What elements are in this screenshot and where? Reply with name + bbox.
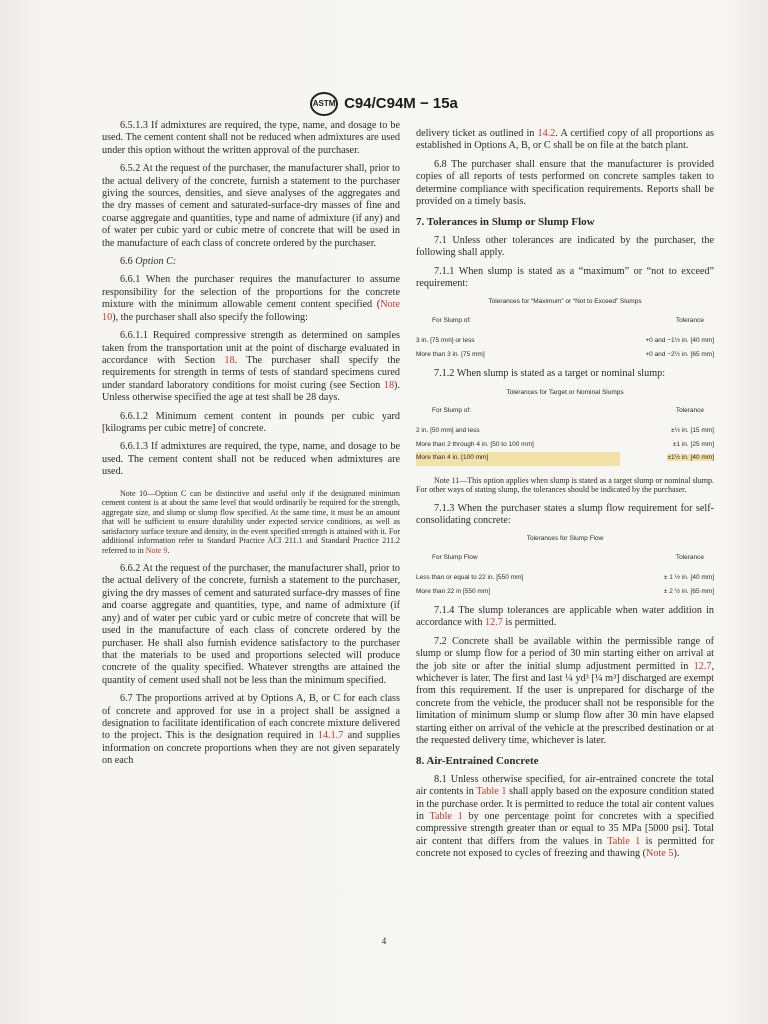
paragraph-6-5-2: 6.5.2 At the request of the purchaser, the manufacturer shall, prior to the actual delivery of the concrete, furnish a statement to the purchaser giving the sources, densities, and sieve analyses of the aggregates and the dry masses of cement and saturated-surface-dry masses of fine and coarse aggregate and quantities, type and name of admixture (if any) and of water per cubic yard or cubic metre of concrete that will be used in the manufacture of each class of concrete ordered by the purchaser. xyxy=(102,163,400,249)
table-row: 2 in. [50 mm] and less ±½ in. [15 mm] xyxy=(416,427,714,435)
table-slump-flow-title: Tolerances for Slump Flow xyxy=(526,535,604,543)
column-header: For Slump Flow xyxy=(432,553,478,561)
paragraph-6-6-1-2: 6.6.1.2 Minimum cement content in pounds per cubic yard [kilograms per cubic metre] of concrete. xyxy=(102,410,400,434)
section-7-heading: 7. Tolerances in Slump or Slump Flow xyxy=(416,216,595,229)
paragraph-6-6-1: 6.6.1 When the purchaser requires the manufacturer to assume responsibility for the selection of the proportions for the concrete mixture with the minimum allowable cement content specified (Note 10), the purchaser shall also specify the following: xyxy=(102,274,400,323)
paragraph-6-8: 6.8 The purchaser shall ensure that the manufacturer is provided copies of all reports of tests performed on concrete samples taken to determine compliance with specification requirements. Reports shall be provided on a timely basis. xyxy=(416,158,714,208)
right-column xyxy=(416,128,714,867)
paragraph-6-6-1-1: 6.6.1.1 Required compressive strength as determined on samples taken from the transportation unit at the point of discharge evaluated in accordance with Section 18. The purchaser shall specify the requirements for strength in terms of tests of standard specimens cured under standard laboratory conditions for moist curing (see Section 18). Unless otherwise specified the age at test shall be 28 days. xyxy=(102,330,400,404)
table-row: More than 22 in [550 mm] ± 2 ½ in. [65 mm] xyxy=(416,587,714,595)
paragraph-7-1-4: 7.1.4 The slump tolerances are applicable when water addition in accordance with 12.7 is permitted. xyxy=(416,604,714,629)
table-target-slump xyxy=(416,405,714,466)
note-9-link[interactable]: Note 9 xyxy=(145,545,168,555)
paragraph-6-6: 6.6 Option C: xyxy=(120,256,177,268)
left-column xyxy=(102,120,400,774)
page-number: 4 xyxy=(381,936,387,946)
table-maximum-slump xyxy=(416,315,714,362)
paragraph-7-1-3: 7.1.3 When the purchaser states a slump flow requirement for self-consolidating concrete: xyxy=(416,502,714,526)
paragraph-7-1-2: 7.1.2 When slump is stated as a target or nominal slump: xyxy=(434,368,666,380)
section-18-link[interactable]: 18 xyxy=(383,379,395,391)
section-12-7-link[interactable]: 12.7 xyxy=(693,660,712,672)
highlighted-cell: More than 4 in. [100 mm] xyxy=(416,452,620,465)
standard-designation: C94/C94M − 15a xyxy=(344,94,458,112)
table-row: Less than or equal to 22 in. [550 mm] ± 1 ½ in. [40 mm] xyxy=(416,574,714,582)
table-1-link[interactable]: Table 1 xyxy=(429,811,463,823)
column-header: Tolerance xyxy=(675,553,704,561)
paragraph-6-7: 6.7 The proportions arrived at by Options A, B, or C for each class of concrete and approved for use in a project shall be assigned a designation to facilitate identification of each concrete mixture delivered to the project. This is the designation required in 14.1.7 and supplies information on concrete proportions when they are not given separately on each xyxy=(102,693,400,767)
astm-logo: ASTM xyxy=(310,92,338,116)
paragraph-8-1: 8.1 Unless otherwise specified, for air-entrained concrete the total air contents in Table 1 shall apply based on the exposure condition stated in the purchase order. It is permitted to reduce the total air content values in Table 1 by one percentage point for concretes with a specified compressive strength greater than or equal to 35 MPa [5000 psi]. Total air content that differs from the values in Table 1 is permitted for concrete not exposed to cycles of freezing and thawing (Note 5). xyxy=(416,773,714,860)
table-row: More than 3 in. [75 mm] +0 and −2½ in. [65 mm] xyxy=(416,350,714,358)
highlighted-cell: ±1½ in. [40 mm] xyxy=(667,454,714,462)
note-10: Note 10—Option C can be distinctive and useful only if the designated minimum cement content is at about the same level that would ordinarily be required for the strength, aggregate size, and slump or slump flow specified. At the same time, it must be an amount that will be sufficient to ensure durability under expected service conditions, as well as satisfactory surface texture and density, in the event specified strength is attained with it. For additional information refer to Standard Practice ACI 211.1 and Standard Practice 211.2 referred to in Note 9. xyxy=(102,488,400,555)
table-maximum-slump-title: Tolerances for “Maximum” or “Not to Exceed” Slumps xyxy=(488,298,642,306)
column-header: Tolerance xyxy=(675,316,704,324)
note-10-link[interactable]: Note 10 xyxy=(102,299,400,323)
paragraph-6-5-1-3: 6.5.1.3 If admixtures are required, the type, name, and dosage to be used. The cement content shall not be reduced when admixtures are used under this option without the written approval of the purchaser. xyxy=(102,120,400,156)
section-14-2-link[interactable]: 14.2 xyxy=(537,128,556,139)
column-header: For Slump of: xyxy=(432,316,472,324)
paragraph-6-6-2: 6.6.2 At the request of the purchaser, the manufacturer shall, prior to the actual delivery of the concrete, furnish a statement to the purchaser, giving the dry masses of cement and saturated surface-dry masses of fine and coarse aggregate and quantities, type, and name of admixture (if any) and of water per cubic yard or cubic metre of concrete that will be used in the manufacture of each class of concrete ordered by the purchaser. He shall also furnish evidence satisfactory to the purchaser that the materials to be used and proportions selected will produce concrete of the quality specified. Whatever strengths are attained the quantity of cement used shall not be less than the minimum specified. xyxy=(102,563,400,686)
paragraph-7-2: 7.2 Concrete shall be available within the permissible range of slump or slump flow for a period of 30 min starting either on arrival at the job site or after the initial slump adjustment permitted in 12.7, whichever is later. The first and last ¼ yd³ [¼ m³] discharged are exempt from this requirement. If the user is unprepared for discharge of the concrete from the vehicle, the producer shall not be responsible for the limitation of minimum slump or slump flow after 30 min have elapsed starting either on arrival of the vehicle at the prescribed destination or at the requested delivery time, whichever is later. xyxy=(416,635,714,747)
column-header: For Slump of: xyxy=(432,406,472,414)
section-14-1-7-link[interactable]: 14.1.7 xyxy=(317,730,344,742)
paragraph-6-6-1-3: 6.6.1.3 If admixtures are required, the type, name, and dosage to be used. The cement content shall not be reduced when admixtures are used. xyxy=(102,441,400,478)
table-target-slump-title: Tolerances for Target or Nominal Slumps xyxy=(506,388,624,396)
table-slump-flow xyxy=(416,552,714,599)
table-row: More than 2 through 4 in. [50 to 100 mm] ±1 in. [25 mm] xyxy=(416,440,714,448)
paragraph-6-7-continued: delivery ticket as outlined in 14.2. A certified copy of all proportions as established in Options A, B, or C shall be on file at the batch plant. xyxy=(416,128,714,152)
table-row: 3 in. [75 mm] or less +0 and −1½ in. [40 mm] xyxy=(416,337,714,345)
column-header: Tolerance xyxy=(675,406,704,414)
table-row xyxy=(416,452,714,465)
table-1-link[interactable]: Table 1 xyxy=(476,786,507,798)
table-1-link[interactable]: Table 1 xyxy=(607,835,641,847)
paragraph-7-1: 7.1 Unless other tolerances are indicated by the purchaser, the following shall apply. xyxy=(416,234,714,259)
note-5-link[interactable]: Note 5 xyxy=(645,848,674,860)
section-18-link[interactable]: 18 xyxy=(224,354,235,366)
section-12-7-link[interactable]: 12.7 xyxy=(485,617,503,629)
note-11: Note 11—This option applies when slump is stated as a target slump or nominal slump. For other ways of stating slump, the tolerances should be indicated by the purchaser. xyxy=(416,475,714,495)
section-8-heading: 8. Air-Entrained Concrete xyxy=(416,755,539,768)
paragraph-7-1-1: 7.1.1 When slump is stated as a “maximum” or “not to exceed” requirement: xyxy=(416,265,714,290)
page-header xyxy=(0,92,768,116)
option-c-label: Option C: xyxy=(135,256,177,268)
